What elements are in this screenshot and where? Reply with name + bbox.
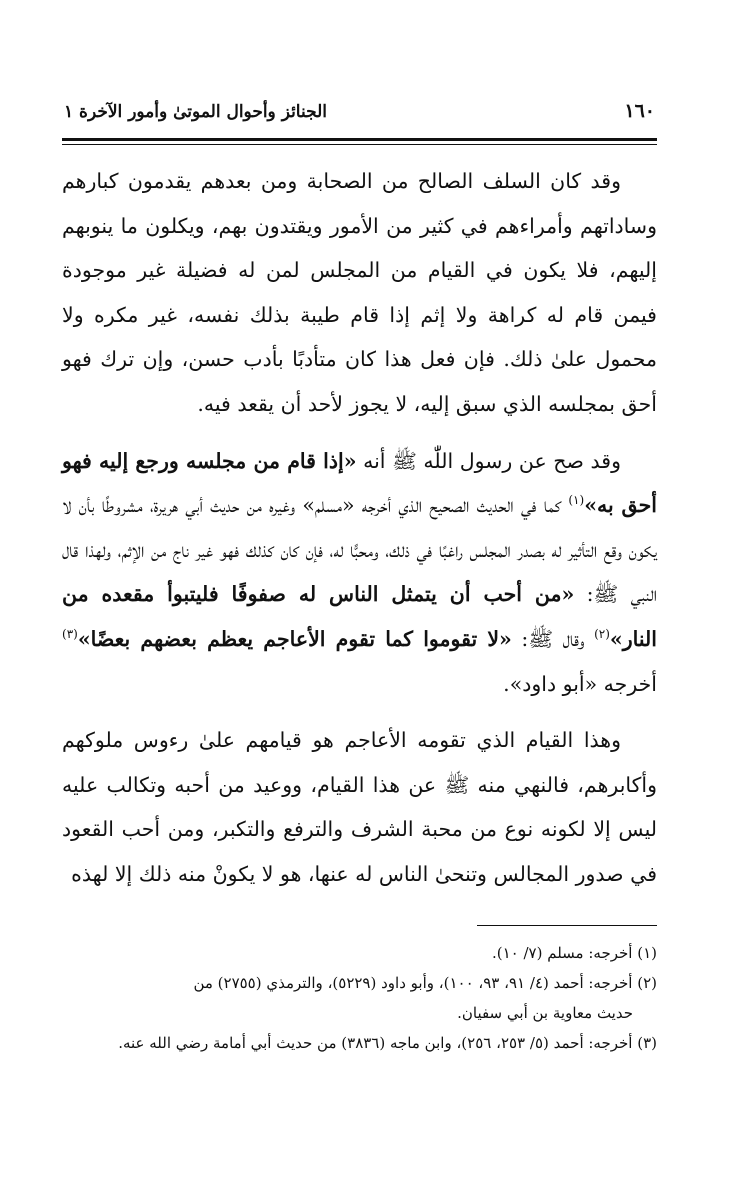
page-number: ١٦٠: [624, 100, 655, 122]
hadith-quote-3: «لا تقوموا كما تقوم الأعاجم يعظم بعضهم بعضًا»: [77, 626, 512, 651]
footnote-2: (٢) أخرجه: أحمد (٤/ ٩١، ٩٣، ١٠٠)، وأبو داود (٥٢٢٩)، والترمذي (٢٧٥٥) من: [193, 973, 657, 992]
footnote-ref-1: (١): [568, 493, 585, 508]
footnote-separator: [477, 925, 657, 926]
footnotes: [62, 938, 657, 1058]
running-header: [62, 92, 657, 122]
hadith-quote-2: «من أحب أن يتمثل الناس له صفوفًا فليتبوأ مقعده من النار»: [62, 582, 657, 651]
footnote-ref-2: (٢): [594, 627, 610, 642]
paragraph-2-text-d: أخرجه «أبو داود».: [503, 671, 657, 696]
paragraph-1: وقد كان السلف الصالح من الصحابة ومن بعدهم يقدمون كبارهم وساداتهم وأمراءهم في كثير من الأمور ويقتدون بهم، ويكلون ما ينوبهم إليهم، فلا يكون في القيام من المجلس لمن له فضيلة غير موجودة فيمن قام له كراهة ولا إثم إذا قام طيبة بذلك نفسه، غير مكره ولا محمول علىٰ ذلك. فإن فعل هذا كان متأدبًا بأدب حسن، وإن ترك فهو أحق بمجلسه الذي سبق إليه، لا يجوز لأحد أن يقعد فيه.: [62, 169, 657, 416]
header-rule-thick: [62, 138, 657, 141]
paragraph-3: وهذا القيام الذي تقومه الأعاجم هو قيامهم علىٰ رءوس ملوكهم وأكابرهم، فالنهي منه ﷺ عن هذا القيام، ووعيد من أحبه وتكالب عليه ليس إلا لكونه نوع من محبة الشرف والترفع والتكبر، ومن أحب القعود في صدور المجالس وتنحىٰ الناس له عنها، هو لا يكونْ منه ذلك إلا لهذه: [62, 728, 657, 886]
body-text: [62, 159, 657, 897]
footnote-3: (٣) أخرجه: أحمد (٥/ ٢٥٣، ٢٥٦)، وابن ماجه (٣٨٣٦) من حديث أبي أمامة رضي الله عنه.: [118, 1033, 657, 1052]
footnote-1: (١) أخرجه: مسلم (٧/ ١٠).: [491, 943, 657, 962]
footnote-2-continuation: حديث معاوية بن أبي سفيان.: [457, 1003, 633, 1022]
paragraph-2-text-b: كما في الحديث الصحيح الذي أخرجه «مسلم» وغيره من حديث أبي هريرة، مشروطًا بأن لا يكون وقع التأثير له بصدر المجلس راغبًا في ذلك، ومحبًّا له، فإن كان كذلك فهو غير ناج من الإثم، ولهذا قال النبي ﷺ:: [62, 493, 657, 607]
paragraph-2-text-a: وقد صح عن رسول اللّٰه ﷺ أنه: [356, 448, 621, 473]
footnote-ref-3: (٣): [62, 627, 78, 642]
running-title: الجنائز وأحوال الموتىٰ وأمور الآخرة ١: [64, 102, 327, 122]
header-rule-thin: [62, 144, 657, 145]
hadith-quote-1: «إذا قام من مجلسه ورجع إليه فهو أحق به»: [62, 448, 657, 518]
book-page: [62, 92, 657, 1058]
paragraph-2-text-c: وقال ﷺ:: [511, 626, 595, 651]
paragraph-2: [62, 439, 657, 707]
